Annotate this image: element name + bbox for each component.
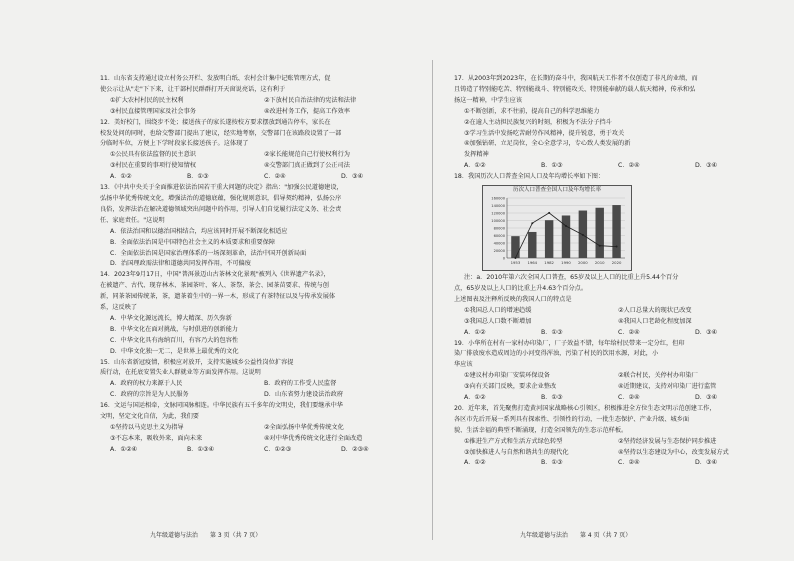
question-19 <box>454 339 772 404</box>
option-item: A．政府的权力来源于人民 <box>110 380 183 388</box>
question-16 <box>100 401 418 456</box>
chart-y-tick-label: 80000 <box>493 226 505 231</box>
answer-row <box>100 172 418 183</box>
option-item: ③村民在重要的事项行使知情权 <box>110 162 196 170</box>
chart-y-tick-label: 20000 <box>493 249 505 254</box>
option-row <box>100 96 418 107</box>
option-item: ②在逾人主动担民族复兴的时刻，积极为不法分子挡斗 <box>464 118 612 126</box>
option-row <box>100 390 418 401</box>
option-item: ②下放村民自治法律的宪法和法律 <box>264 96 357 104</box>
question-text-line: 在被遗产、古代、现存林木、茶园茶叶、客人、茶祭、茶会、园茶苗要求、传统与创 <box>100 282 329 290</box>
chart-y-tick-label: 0 <box>502 256 505 261</box>
chart-y-tick-label: 120000 <box>491 211 505 216</box>
chart-y-tick-label: 160000 <box>491 196 505 201</box>
option-item: ①我国总人口的增速趋缓 <box>464 306 532 314</box>
question-text-line: 16．文运与国运相牵，文脉同国脉相连。中华民族有五千多年的文明史，我们要继承中华 <box>100 402 343 410</box>
question-text-line: 染厂排放废水造成周边的小河变得浑浊，污染了村民的饮用水源，对此，小 <box>454 350 659 358</box>
question-text-line: 上述图表及注释所反映的我国人口的特点是 <box>454 295 572 303</box>
option-row <box>100 107 418 118</box>
chart-y-tick-label: 100000 <box>491 219 505 224</box>
option-item: ①不断创新，求不往前，提高自己的科学思维能力 <box>464 107 600 115</box>
option-item: D．治国理政需法律和道德共同发挥作用，不可偏废 <box>110 260 251 268</box>
option-item: ④对中华优秀传统文化进行全面改造 <box>264 434 363 442</box>
answer-choice: D．③④ <box>695 162 718 170</box>
question-text-line: 貌、生活幸福的典型不断涌现，打造全国领先的生态示范样板。 <box>454 426 628 434</box>
question-text-line: 分临时车位，方便上下学时段家长接送孩子。这体现了 <box>100 140 249 148</box>
answer-choice: D．③④ <box>695 459 718 467</box>
chart-growth-rate-point <box>514 257 516 259</box>
chart-note: 注：a．2010年第六次全国人口普查，65岁及以上人口的比重上升5.44个百分 <box>464 274 679 282</box>
answer-choice: B．①③④ <box>187 445 215 453</box>
option-row <box>100 379 418 390</box>
answer-row <box>454 328 772 339</box>
option-row <box>454 382 772 393</box>
question-text-line: 校发处问的同时，也给交警部门提出了建议，经实地考察，交警部门在该路段设置了一部 <box>100 129 342 137</box>
option-item: ①公民具有依法监督的民主意识 <box>110 151 196 159</box>
chart-x-tick-label: 1953 <box>510 260 521 266</box>
chart-x-tick-label: 2000 <box>578 260 588 266</box>
option-row <box>454 448 772 459</box>
page-footer-right: 九年级道德与法治 第 4 页（共 7 页） <box>520 532 632 539</box>
chart-bar <box>596 208 604 258</box>
answer-choice: B．①③ <box>541 459 563 467</box>
chart-bar <box>511 236 519 258</box>
answer-choice: A．①② <box>464 328 486 336</box>
chart-x-tick-label: 1990 <box>561 260 571 266</box>
answer-choice: C．②④ <box>618 162 640 170</box>
question-text-line: 各区市先后开展一系列具有探索性、引领性的行动，一批生态保护、产业升级、城乡面 <box>454 415 690 423</box>
answer-choice: A．①② <box>110 173 132 181</box>
option-item: ③向有关部门反映，要求企业整改 <box>464 383 557 391</box>
answer-choice: D．③④ <box>341 173 364 181</box>
question-text-line: 19．小华所在村有一家村办印染厂，厂子效益不错，每年给村民带来一定分红，但印 <box>454 339 685 347</box>
answer-choice: C．②④ <box>618 394 640 402</box>
chart-bar <box>528 232 536 258</box>
option-item: ④改进村务工作，提高工作效率 <box>264 107 350 115</box>
answer-row <box>100 445 418 456</box>
option-item: ②联合村民，关停村办印染厂 <box>618 372 698 380</box>
chart-bar <box>545 220 553 258</box>
option-row <box>100 434 418 445</box>
option-item: ①扩大农村村民的民主权利 <box>110 96 184 104</box>
question-20 <box>454 404 772 469</box>
option-item: B．政府的工作受人民监督 <box>264 380 337 388</box>
answer-choice: B．①③ <box>541 162 563 170</box>
question-text-line: 13．《中共中央关于全面推进依法治国若干重大问题的决定》指出："加强公民道德建设， <box>100 184 343 192</box>
option-row <box>100 161 418 172</box>
chart-x-tick-label: 2010 <box>594 260 605 266</box>
chart-growth-rate-point <box>548 212 550 214</box>
question-text-line: 11．山东省支持通过设立村务公开栏、发放明白纸、农村会计集中记账管理方式，促 <box>100 75 331 82</box>
question-text-line: 弘扬中华优秀传统文化，增强法治的道德底蕴，强化规则意识，倡导契约精神，弘扬公序 <box>100 194 342 202</box>
answer-choice: A．①② <box>464 459 486 467</box>
option-item: C．政府的宗旨是为人民服务 <box>110 391 189 399</box>
population-census-chart <box>482 185 632 271</box>
option-item: D．山东省努力建设法治政府 <box>264 391 344 399</box>
answer-choice: B．①③ <box>187 173 209 181</box>
question-text-line: 17．从2003年到2023年，在长期的奋斗中，我国航天工作者不仅创造了非凡的业绩，而 <box>454 75 698 82</box>
option-item: ②人口总量大的现状已改变 <box>618 306 692 314</box>
right-page <box>454 74 772 544</box>
answer-choice: C．②④ <box>618 459 640 467</box>
option-item: ④加强钻研、立足岗位，全心全意学习，专心致人类发展的新 <box>464 140 631 148</box>
option-item: A．中华文化源远流长，博大精深、历久弥新 <box>110 314 232 322</box>
question-text-line: 系，这反映了 <box>100 304 138 312</box>
option-item: ③我国总人口数不断增加 <box>464 317 532 325</box>
chart-x-tick-label: 1964 <box>527 260 538 266</box>
chart-y-tick-label: 40000 <box>493 241 505 246</box>
chart-x-tick-label: 1982 <box>544 260 554 266</box>
option-item: ②家长能规范自己行使权利行为 <box>264 151 350 159</box>
option-item: ③加快推进人与自然和谐共生的现代化 <box>464 448 569 456</box>
question-12 <box>100 118 418 183</box>
chart-bar <box>562 216 570 259</box>
question-17 <box>454 74 772 172</box>
question-text-line: 文明，坚定文化自信，为此，我们要 <box>100 413 199 421</box>
option-item: ③学习生活中发扬吃苦耐劳作风精神，提升锐意，勇于攻关 <box>464 129 625 137</box>
chart-canvas <box>483 194 631 270</box>
question-text-line: 20．近年来，首先聚焦打造黄河国家战略核心引领区，积极推进全方位生态文明示范创建工作， <box>454 404 716 412</box>
option-row <box>454 371 772 382</box>
chart-growth-rate-point <box>531 222 533 224</box>
option-item: D．中华文化独一无二，是世界上最优秀的文化 <box>110 347 239 355</box>
option-item: B．中华文化在面对挑战，与时俱进的创新能力 <box>110 325 238 333</box>
option-item: ①建议村办印染厂安装环保设备 <box>464 372 550 380</box>
question-14 <box>100 270 418 357</box>
answer-row <box>454 393 772 404</box>
question-13 <box>100 183 418 270</box>
question-text-line: 使公示让从"走"下下来，让干部村民群群打开天窗说亮话，这有利于 <box>100 85 286 93</box>
option-item: ④近期建议，支持对印染厂进行监管 <box>618 383 717 391</box>
option-item: ④坚持以生态建设为中心，改变发展方式 <box>618 448 729 456</box>
question-18 <box>454 172 772 338</box>
option-item: C．全面依法治国是国家治理体系的一场深刻革命，法治中国开创新局面 <box>110 249 307 257</box>
chart-y-tick-label: 60000 <box>493 234 505 239</box>
chart-note: 点，65岁及以上人口的比重上升4.63个百分点。 <box>454 284 588 292</box>
question-15 <box>100 358 418 402</box>
left-page <box>100 74 418 544</box>
answer-choice: C．②④ <box>618 328 640 336</box>
option-item: B．全面依法治国是中国特色社会主义的本质要求和重要保障 <box>110 238 276 246</box>
question-text-line: 14．2023年9月17日，中国"普洱景迈山古茶林文化景观"被列入《世界遗产名录》， <box>100 271 330 279</box>
question-text-line: 15．山东省新冠疫情，积极应对放开，支持实施城乡公益性岗位扩容提 <box>100 358 294 366</box>
answer-choice: A．①② <box>464 162 486 170</box>
answer-row <box>454 161 772 172</box>
option-row <box>454 306 772 317</box>
question-text-line: 质行动，在托底安置失业人群就业等方面发挥作用。这说明 <box>100 369 261 377</box>
option-item: ①坚持以马克思主义为指导 <box>110 424 184 431</box>
option-item: A．依法治国和以德治国相结合，均应该同时开展不断深化相适应 <box>110 227 288 235</box>
option-item: ②全面弘扬中华优秀传统文化 <box>264 424 344 431</box>
option-row <box>454 317 772 328</box>
option-item: ①推进生产方式和生活方式绿色转型 <box>464 437 563 445</box>
question-text-line: 良俗，发挥法治在解决道德领域突出问题中的作用，引导人们自觉履行法定义务、社会责 <box>100 205 342 213</box>
question-text-line: 且铸造了特别能吃苦、特别能战斗、特别能攻关、特别能奉献的载人航天精神，传承和弘 <box>454 85 696 93</box>
page-gutter-divider <box>432 60 433 540</box>
chart-x-tick-label: 2020 <box>611 260 622 266</box>
option-item: ④交警部门真正做到了公正司法 <box>264 162 350 170</box>
answer-choice: C．②④ <box>264 173 286 181</box>
chart-growth-rate-point <box>565 225 567 227</box>
chart-growth-rate-point <box>599 245 601 247</box>
chart-y-tick-label: 140000 <box>491 204 505 209</box>
option-item: ③村民直接管理国家及社会事务 <box>110 107 196 115</box>
option-item: ④我国人口老龄化程度加深 <box>618 317 692 325</box>
question-text-line: 任、家庭责任。"这说明 <box>100 216 165 224</box>
answer-choice: B．①③ <box>541 328 563 336</box>
option-row <box>454 437 772 448</box>
option-item: ②坚持经济发展与生态保护同步推进 <box>618 437 717 445</box>
question-text-line: 18．我国历次人口普查全国人口及年均增长率如下图： <box>454 173 605 181</box>
option-row <box>100 423 418 434</box>
question-text-line: 12．美好校门，围绕步不处；接送孩子的家长遂按校方要求摆放到通告停车，家长在 <box>100 118 331 126</box>
option-item: 发挥精神 <box>464 151 489 159</box>
answer-choice: A．①② <box>464 394 486 402</box>
question-text-line: 新，同茶茶园传统茶，茶，遗茶着生中的一界一木，形成了有茶特征以及与传承发展体 <box>100 293 336 301</box>
answer-choice: D．③④ <box>695 328 718 336</box>
answer-choice: D．②③④ <box>341 445 369 453</box>
page-footer-left: 九年级道德与法治 第 3 页（共 7 页） <box>150 532 262 539</box>
answer-choice: D．③④ <box>695 394 718 402</box>
answer-row <box>454 458 772 469</box>
option-row <box>100 150 418 161</box>
question-text-line: 扬这一精神，中学生应该 <box>454 96 523 104</box>
answer-choice: B．①③ <box>541 394 563 402</box>
question-text-line: 华应该 <box>454 361 473 369</box>
chart-bar <box>612 205 620 258</box>
chart-title: 历次人口普查全国人口及年均增长率 <box>512 187 601 194</box>
chart-growth-rate-point <box>582 234 584 236</box>
answer-choice: A．①②④ <box>110 445 138 453</box>
question-11 <box>100 74 418 118</box>
option-item: C．中华文化具有海纳百川，有容乃大的包容性 <box>110 336 239 344</box>
answer-choice: C．①②③ <box>264 445 292 453</box>
chart-growth-rate-point <box>616 246 618 248</box>
option-item: ③不忘本来，吸收外来，面向未来 <box>110 434 203 442</box>
